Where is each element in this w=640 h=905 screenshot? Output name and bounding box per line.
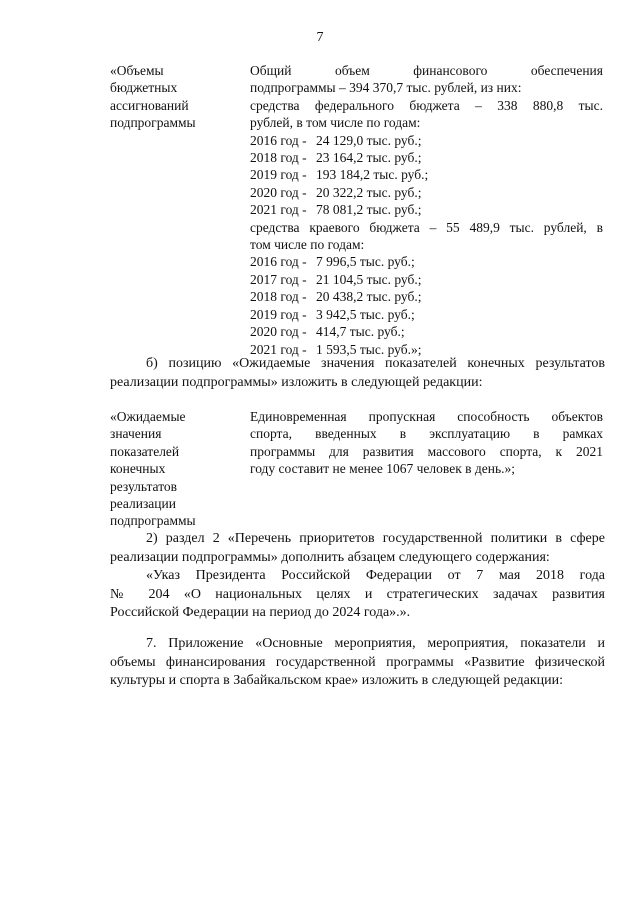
total-line: Общий объем финансового обеспечения: [250, 63, 603, 78]
federal-line: рублей, в том числе по годам:: [250, 115, 421, 131]
paragraph-line: культуры и спорта в Забайкальском крае» изложить в следующей редакции:: [110, 673, 564, 688]
federal-year-row: 2019 год - 193 184,2 тыс. руб.;: [250, 167, 429, 183]
regional-line: средства краевого бюджета – 55 489,9 тыс. рублей, в: [250, 219, 603, 235]
regional-line: том числе по годам:: [250, 237, 365, 253]
paragraph-line: б) позицию «Ожидаемые значения показателей конечных результатов: [146, 356, 605, 371]
paragraph-line: 2) раздел 2 «Перечень приоритетов государственной политики в сфере: [146, 531, 605, 546]
label-line: «Объемы: [110, 63, 164, 78]
paragraph-line: объемы финансирования государственной программы «Развитие физической: [110, 654, 605, 670]
federal-year-row: 2016 год - 24 129,0 тыс. руб.;: [250, 132, 422, 148]
label-line: показателей: [110, 443, 180, 459]
label-line: бюджетных: [110, 80, 178, 96]
label-line: значения: [110, 426, 162, 442]
regional-year-row: 2016 год - 7 996,5 тыс. руб.;: [250, 254, 415, 270]
expected-values-text: [250, 408, 603, 478]
budget-value: [250, 62, 603, 358]
paragraph-line: реализации подпрограммы» дополнить абзацем следующего содержания:: [110, 549, 550, 565]
label-line: «Ожидаемые: [110, 409, 186, 424]
text-line: году составит не менее 1067 человек в день.»;: [250, 461, 515, 477]
paragraph-line: реализации подпрограммы» изложить в следующей редакции:: [110, 374, 483, 390]
label-line: реализации: [110, 496, 176, 512]
budget-label: [110, 62, 230, 132]
text-line: спорта, введенных в эксплуатацию в рамках: [250, 426, 603, 442]
regional-year-row: 2018 год - 20 438,2 тыс. руб.;: [250, 289, 422, 305]
federal-year-row: 2021 год - 78 081,2 тыс. руб.;: [250, 202, 422, 218]
regional-year-row: 2019 год - 3 942,5 тыс. руб.;: [250, 306, 415, 322]
federal-year-row: 2020 год - 20 322,2 тыс. руб.;: [250, 184, 422, 200]
label-line: конечных: [110, 461, 166, 477]
paragraph-line: № 204 «О национальных целях и стратегических задачах развития: [110, 586, 605, 602]
regional-year-row: 2017 год - 21 104,5 тыс. руб.;: [250, 271, 422, 287]
text-line: программы для развития массового спорта, к 2021: [250, 443, 603, 459]
expected-values-label: [110, 408, 230, 530]
label-line: подпрограммы: [110, 115, 196, 131]
federal-year-row: 2018 год - 23 164,2 тыс. руб.;: [250, 150, 422, 166]
regional-year-row: 2021 год - 1 593,5 тыс. руб.»;: [250, 341, 422, 357]
paragraph-2: [110, 530, 605, 567]
federal-line: средства федерального бюджета – 338 880,8 тыс.: [250, 97, 603, 113]
regional-year-row: 2020 год - 414,7 тыс. руб.;: [250, 324, 405, 340]
paragraph-line: «Указ Президента Российской Федерации от 7 мая 2018 года: [146, 568, 605, 583]
paragraph-line: 7. Приложение «Основные мероприятия, мероприятия, показатели и: [146, 636, 605, 651]
total-line: подпрограммы – 394 370,7 тыс. рублей, из них:: [250, 80, 522, 96]
label-line: ассигнований: [110, 97, 189, 113]
text-line: Единовременная пропускная способность объектов: [250, 409, 603, 424]
paragraph-line: Российской Федерации на период до 2024 года».».: [110, 605, 411, 620]
paragraph-b: [110, 355, 605, 392]
paragraph-7: [110, 635, 605, 691]
label-line: результатов: [110, 478, 178, 494]
paragraph-decree: [110, 567, 605, 623]
page-number: 7: [316, 30, 324, 45]
label-line: подпрограммы: [110, 513, 196, 529]
